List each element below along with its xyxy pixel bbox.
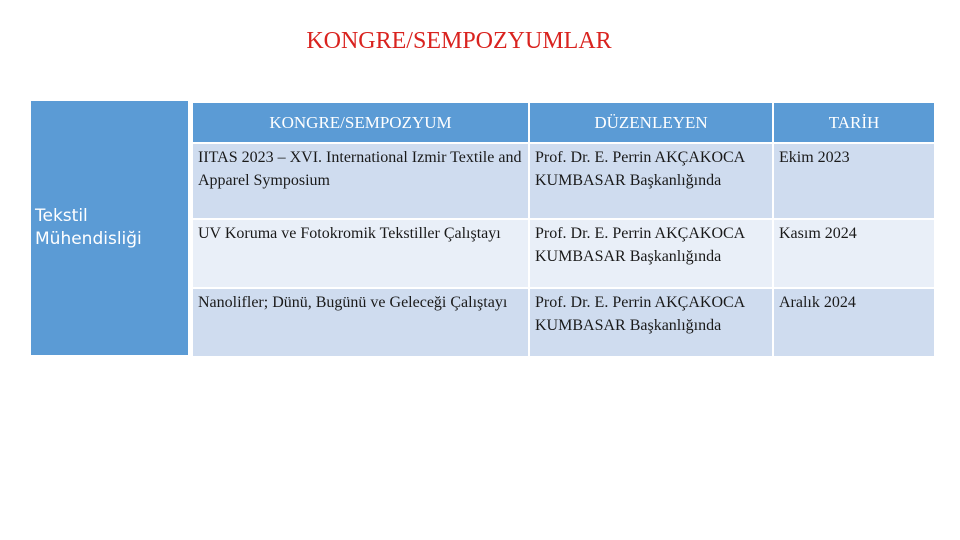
date-cell: Kasım 2024: [773, 219, 935, 288]
congress-table: [191, 101, 936, 358]
table-row: [192, 288, 935, 357]
event-cell: Nanolifler; Dünü, Bugünü ve Geleceği Çalıştayı: [192, 288, 529, 357]
table-row: [192, 143, 935, 219]
page-title: KONGRE/SEMPOZYUMLAR: [306, 28, 612, 54]
table-row: [192, 219, 935, 288]
column-header-event: KONGRE/SEMPOZYUM: [192, 102, 529, 143]
event-cell: UV Koruma ve Fotokromik Tekstiller Çalıştayı: [192, 219, 529, 288]
organizer-cell: Prof. Dr. E. Perrin AKÇAKOCA KUMBASAR Başkanlığında: [529, 288, 773, 357]
department-cell: [31, 101, 188, 355]
table-header-row: [192, 102, 935, 143]
date-cell: Aralık 2024: [773, 288, 935, 357]
date-cell: Ekim 2023: [773, 143, 935, 219]
organizer-cell: Prof. Dr. E. Perrin AKÇAKOCA KUMBASAR Başkanlığında: [529, 219, 773, 288]
column-header-organizer: DÜZENLEYEN: [529, 102, 773, 143]
event-cell: IITAS 2023 – XVI. International Izmir Textile and Apparel Symposium: [192, 143, 529, 219]
column-header-date: TARİH: [773, 102, 935, 143]
department-label: Tekstil Mühendisliği: [35, 206, 142, 249]
organizer-cell: Prof. Dr. E. Perrin AKÇAKOCA KUMBASAR Başkanlığında: [529, 143, 773, 219]
